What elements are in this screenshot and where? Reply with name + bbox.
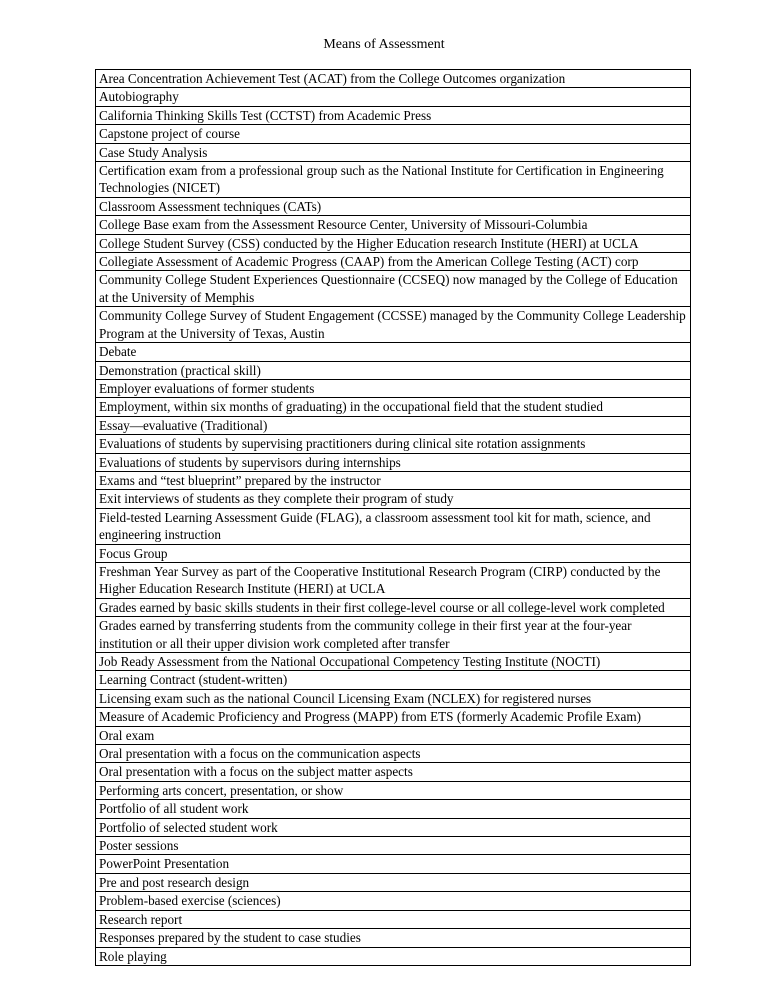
table-row — [96, 125, 691, 143]
table-row — [96, 818, 691, 836]
assessment-item: Community College Survey of Student Engagement (CCSSE) managed by the Community College Leadership Program at the University of Texas, Austin — [96, 307, 691, 343]
assessment-item: College Base exam from the Assessment Resource Center, University of Missouri-Columbia — [96, 216, 691, 234]
assessment-table — [95, 69, 691, 966]
table-row — [96, 892, 691, 910]
assessment-item: Exams and “test blueprint” prepared by the instructor — [96, 471, 691, 489]
assessment-item: Portfolio of all student work — [96, 800, 691, 818]
table-row — [96, 800, 691, 818]
table-row — [96, 88, 691, 106]
table-row — [96, 745, 691, 763]
table-row — [96, 471, 691, 489]
assessment-item: Community College Student Experiences Questionnaire (CCSEQ) now managed by the College of Education at the University of Memphis — [96, 271, 691, 307]
assessment-item: Pre and post research design — [96, 873, 691, 891]
table-row — [96, 216, 691, 234]
table-row — [96, 708, 691, 726]
assessment-item: Field-tested Learning Assessment Guide (FLAG), a classroom assessment tool kit for math, science, and engineering instruction — [96, 508, 691, 544]
table-row — [96, 361, 691, 379]
document-title: Means of Assessment — [323, 37, 445, 52]
assessment-item: Oral exam — [96, 726, 691, 744]
assessment-item: Area Concentration Achievement Test (ACAT) from the College Outcomes organization — [96, 70, 691, 88]
assessment-item: Oral presentation with a focus on the communication aspects — [96, 745, 691, 763]
assessment-item: Freshman Year Survey as part of the Cooperative Institutional Research Program (CIRP) conducted by the Higher Education Research Institute (HERI) at UCLA — [96, 562, 691, 598]
table-row — [96, 544, 691, 562]
table-row — [96, 837, 691, 855]
assessment-item: Evaluations of students by supervisors during internships — [96, 453, 691, 471]
table-row — [96, 726, 691, 744]
table-row — [96, 271, 691, 307]
assessment-item: Problem-based exercise (sciences) — [96, 892, 691, 910]
assessment-item: Exit interviews of students as they complete their program of study — [96, 490, 691, 508]
table-row — [96, 617, 691, 653]
table-row — [96, 689, 691, 707]
table-row — [96, 781, 691, 799]
assessment-item: Poster sessions — [96, 837, 691, 855]
assessment-item: Oral presentation with a focus on the subject matter aspects — [96, 763, 691, 781]
assessment-item: Demonstration (practical skill) — [96, 361, 691, 379]
assessment-item: Certification exam from a professional group such as the National Institute for Certification in Engineering Technologies (NICET) — [96, 162, 691, 198]
assessment-item: Focus Group — [96, 544, 691, 562]
table-row — [96, 398, 691, 416]
assessment-item: Learning Contract (student-written) — [96, 671, 691, 689]
table-row — [96, 947, 691, 965]
assessment-item: Employer evaluations of former students — [96, 379, 691, 397]
table-row — [96, 910, 691, 928]
table-row — [96, 143, 691, 161]
assessment-item: Autobiography — [96, 88, 691, 106]
table-row — [96, 70, 691, 88]
table-row — [96, 763, 691, 781]
table-row — [96, 562, 691, 598]
table-row — [96, 490, 691, 508]
table-row — [96, 106, 691, 124]
assessment-item: Collegiate Assessment of Academic Progress (CAAP) from the American College Testing (ACT) corp — [96, 253, 691, 271]
table-row — [96, 598, 691, 616]
assessment-item: Responses prepared by the student to case studies — [96, 929, 691, 947]
assessment-item: Employment, within six months of graduating) in the occupational field that the student studied — [96, 398, 691, 416]
assessment-item: College Student Survey (CSS) conducted by the Higher Education research Institute (HERI) at UCLA — [96, 234, 691, 252]
assessment-item: Evaluations of students by supervising practitioners during clinical site rotation assignments — [96, 435, 691, 453]
table-row — [96, 508, 691, 544]
assessment-item: Performing arts concert, presentation, or show — [96, 781, 691, 799]
assessment-item: Measure of Academic Proficiency and Progress (MAPP) from ETS (formerly Academic Profile Exam) — [96, 708, 691, 726]
table-row — [96, 343, 691, 361]
assessment-item: Grades earned by transferring students from the community college in their first year at the four-year institution or all their upper division work completed after transfer — [96, 617, 691, 653]
table-row — [96, 234, 691, 252]
table-row — [96, 671, 691, 689]
table-row — [96, 929, 691, 947]
table-row — [96, 307, 691, 343]
table-row — [96, 379, 691, 397]
assessment-item: Classroom Assessment techniques (CATs) — [96, 197, 691, 215]
assessment-item: California Thinking Skills Test (CCTST) from Academic Press — [96, 106, 691, 124]
assessment-item: Debate — [96, 343, 691, 361]
assessment-item: Essay—evaluative (Traditional) — [96, 416, 691, 434]
table-row — [96, 197, 691, 215]
table-row — [96, 855, 691, 873]
assessment-item: Job Ready Assessment from the National Occupational Competency Testing Institute (NOCTI) — [96, 653, 691, 671]
assessment-table-body — [96, 70, 691, 966]
table-row — [96, 873, 691, 891]
assessment-item: Grades earned by basic skills students in their first college-level course or all college-level work completed — [96, 598, 691, 616]
assessment-item: Capstone project of course — [96, 125, 691, 143]
table-row — [96, 253, 691, 271]
table-row — [96, 435, 691, 453]
assessment-item: Portfolio of selected student work — [96, 818, 691, 836]
table-row — [96, 653, 691, 671]
assessment-item: Role playing — [96, 947, 691, 965]
table-row — [96, 453, 691, 471]
assessment-item: Licensing exam such as the national Council Licensing Exam (NCLEX) for registered nurses — [96, 689, 691, 707]
assessment-item: PowerPoint Presentation — [96, 855, 691, 873]
table-row — [96, 162, 691, 198]
table-row — [96, 416, 691, 434]
assessment-item: Research report — [96, 910, 691, 928]
assessment-item: Case Study Analysis — [96, 143, 691, 161]
